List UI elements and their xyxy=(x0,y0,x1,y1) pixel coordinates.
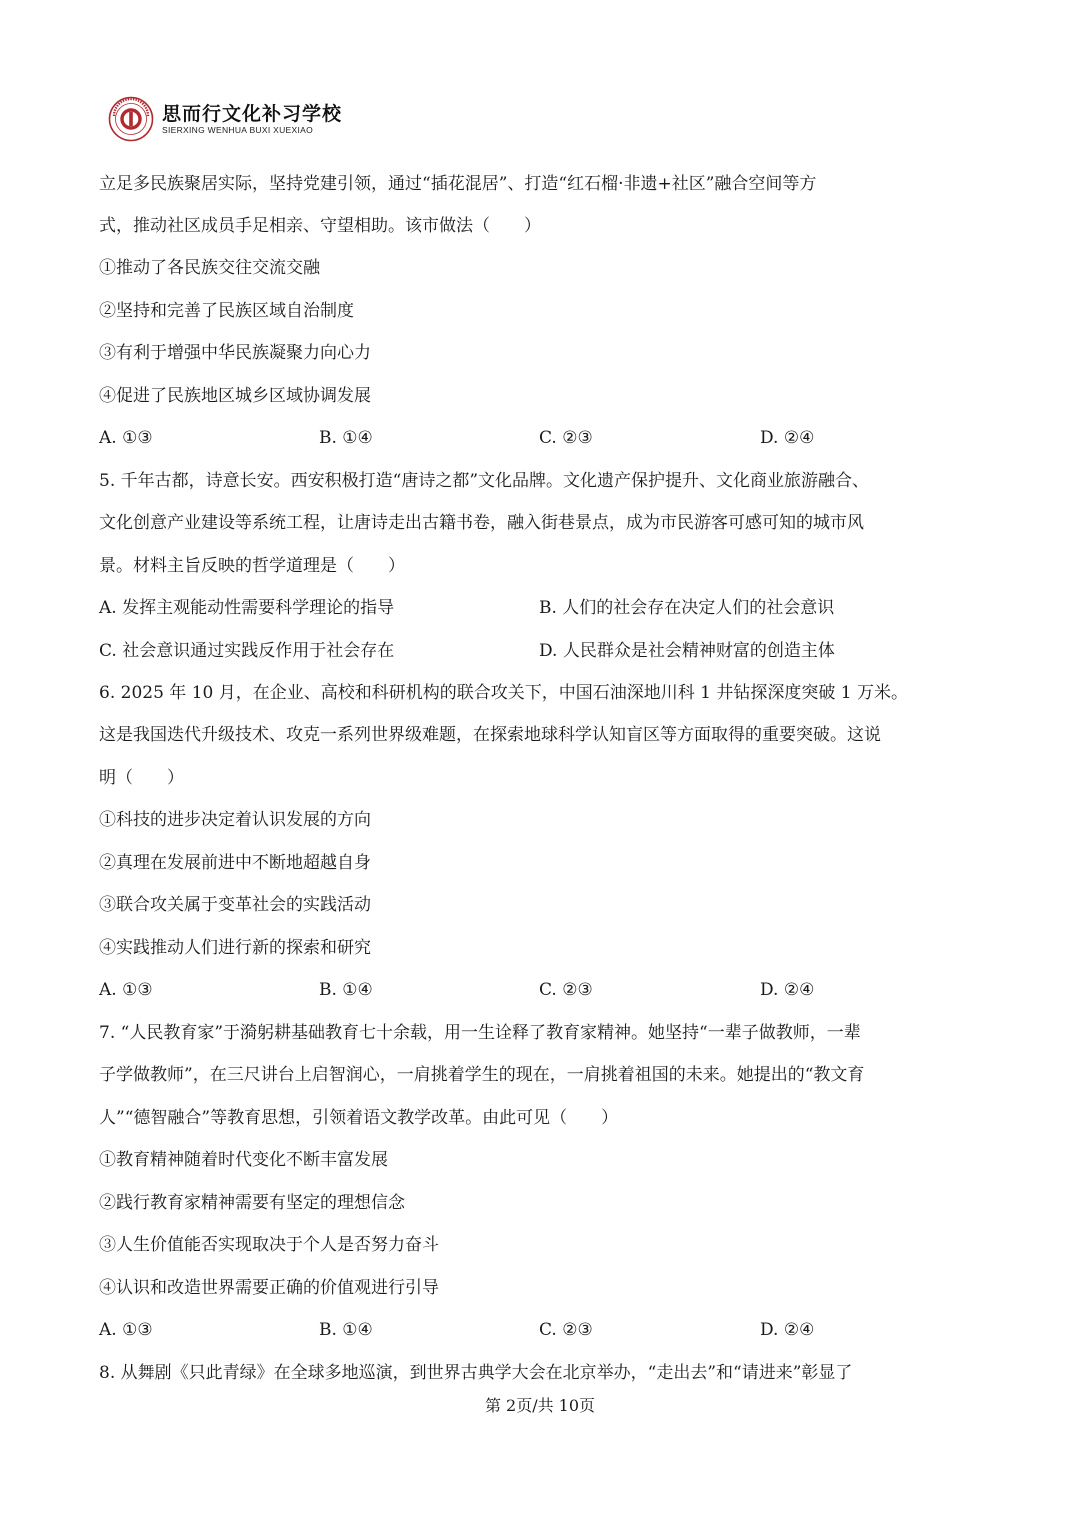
q7-statement-4: ④认识和改造世界需要正确的价值观进行引导 xyxy=(99,1278,439,1298)
page-number: 第 2页/共 10页 xyxy=(484,1396,596,1415)
q7-option-b[interactable]: B. ①④ xyxy=(319,1320,373,1340)
q4-options xyxy=(99,426,979,450)
q7-line-3: 人”“德智融合”等教育思想，引领着语文教学改革。由此可见（ ） xyxy=(99,1108,619,1128)
q6-options xyxy=(99,978,979,1002)
q6-line-2: 这是我国迭代升级技术、攻克一系列世界级难题，在探索地球科学认知盲区等方面取得的重要突破。这说 xyxy=(99,725,881,745)
q5-option-c[interactable]: C. 社会意识通过实践反作用于社会存在 xyxy=(99,641,395,661)
q6-statement-1: ①科技的进步决定着认识发展的方向 xyxy=(99,810,371,830)
q4-statement-2: ②坚持和完善了民族区域自治制度 xyxy=(99,301,354,321)
q6-statement-3: ③联合攻关属于变革社会的实践活动 xyxy=(99,895,371,915)
q5-line-3: 景。材料主旨反映的哲学道理是（ ） xyxy=(99,556,405,576)
q4-line-2: 式，推动社区成员手足相亲、守望相助。该市做法（ ） xyxy=(99,216,541,236)
q6-option-c[interactable]: C. ②③ xyxy=(539,980,593,1000)
q4-line-1: 立足多民族聚居实际，坚持党建引领，通过“插花混居”、打造“红石榴·非遗+社区”融合空间等方 xyxy=(99,174,817,194)
q7-statement-1: ①教育精神随着时代变化不断丰富发展 xyxy=(99,1150,388,1170)
q4-option-d[interactable]: D. ②④ xyxy=(760,428,815,448)
q4-option-a[interactable]: A. ①③ xyxy=(99,428,153,448)
q6-option-d[interactable]: D. ②④ xyxy=(760,980,815,1000)
q7-statement-2: ②践行教育家精神需要有坚定的理想信念 xyxy=(99,1193,405,1213)
q6-line-1: 6. 2025 年 10 月，在企业、高校和科研机构的联合攻关下，中国石油深地川科 1 井钻探深度突破 1 万米。 xyxy=(99,683,908,703)
q5-option-d[interactable]: D. 人民群众是社会精神财富的创造主体 xyxy=(539,641,835,661)
school-name-en: SIERXING WENHUA BUXI XUEXIAO xyxy=(162,124,314,135)
q5-option-a[interactable]: A. 发挥主观能动性需要科学理论的指导 xyxy=(99,598,395,618)
q5-line-2: 文化创意产业建设等系统工程，让唐诗走出古籍书卷，融入街巷景点，成为市民游客可感可知的城市风 xyxy=(99,513,864,533)
q7-statement-3: ③人生价值能否实现取决于个人是否努力奋斗 xyxy=(99,1235,439,1255)
school-seal-logo xyxy=(108,96,154,142)
school-header xyxy=(108,94,342,144)
q6-statement-2: ②真理在发展前进中不断地超越自身 xyxy=(99,853,371,873)
q7-line-1: 7. “人民教育家”于漪躬耕基础教育七十余载，用一生诠释了教育家精神。她坚持“一辈子做教师，一辈 xyxy=(99,1023,861,1043)
q6-option-b[interactable]: B. ①④ xyxy=(319,980,373,1000)
q7-line-2: 子学做教师”，在三尺讲台上启智润心，一肩挑着学生的现在，一肩挑着祖国的未来。她提出的“教文育 xyxy=(99,1065,865,1085)
q7-options xyxy=(99,1318,979,1342)
q4-statement-4: ④促进了民族地区城乡区域协调发展 xyxy=(99,386,371,406)
school-brand xyxy=(162,103,342,136)
q7-option-d[interactable]: D. ②④ xyxy=(760,1320,815,1340)
q5-options-row-1 xyxy=(99,596,979,620)
q4-option-c[interactable]: C. ②③ xyxy=(539,428,593,448)
q4-statement-3: ③有利于增强中华民族凝聚力向心力 xyxy=(99,343,371,363)
q6-line-3: 明（ ） xyxy=(99,768,184,788)
q7-option-a[interactable]: A. ①③ xyxy=(99,1320,153,1340)
q5-line-1: 5. 千年古都，诗意长安。西安积极打造“唐诗之都”文化品牌。文化遗产保护提升、文化商业旅游融合、 xyxy=(99,471,870,491)
q8-line-1: 8. 从舞剧《只此青绿》在全球多地巡演，到世界古典学大会在北京举办，“走出去”和“请进来”彰显了 xyxy=(99,1363,853,1383)
q5-option-b[interactable]: B. 人们的社会存在决定人们的社会意识 xyxy=(539,598,835,618)
school-name-cn: 思而行文化补习学校 xyxy=(162,102,343,125)
q7-option-c[interactable]: C. ②③ xyxy=(539,1320,593,1340)
q6-statement-4: ④实践推动人们进行新的探索和研究 xyxy=(99,938,371,958)
q5-options-row-2 xyxy=(99,639,979,663)
q4-statement-1: ①推动了各民族交往交流交融 xyxy=(99,258,320,278)
q6-option-a[interactable]: A. ①③ xyxy=(99,980,153,1000)
q4-option-b[interactable]: B. ①④ xyxy=(319,428,373,448)
